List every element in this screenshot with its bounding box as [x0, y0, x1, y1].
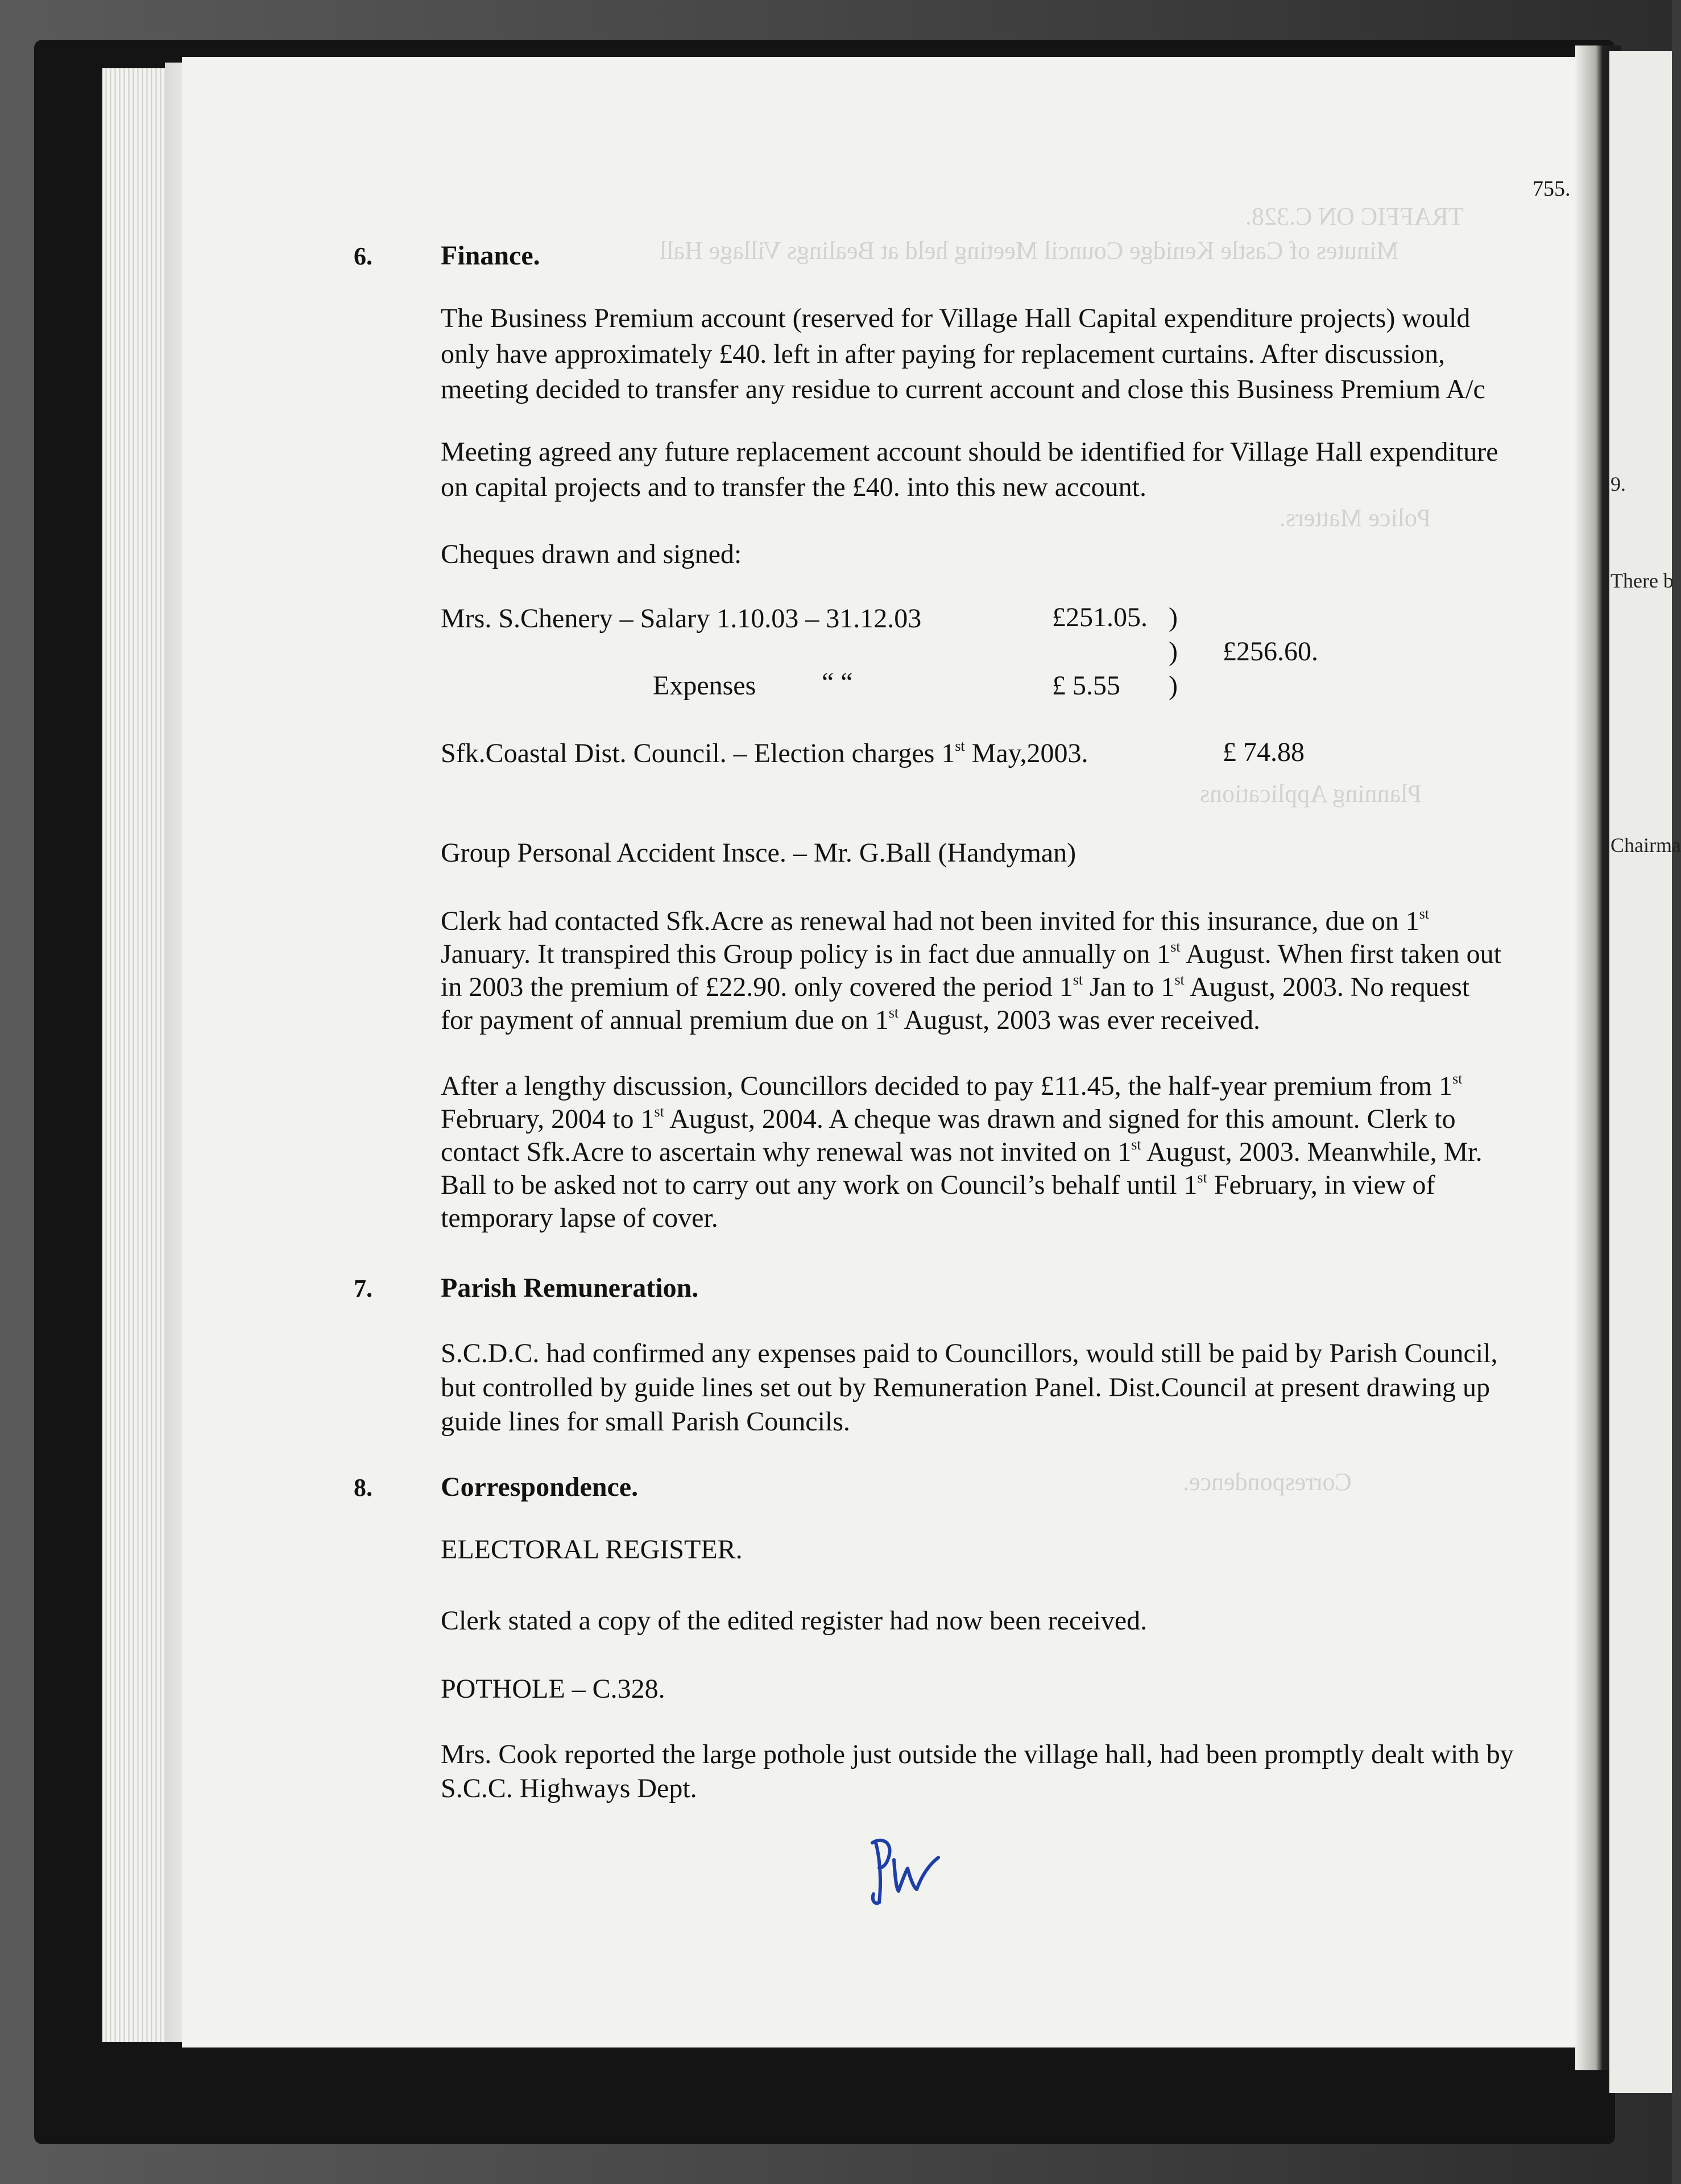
expenses-label: Expenses	[653, 671, 756, 701]
paragraph-line: The Business Premium account (reserved for Village Hall Capital expenditure projects) would	[441, 303, 1471, 333]
paragraph-line: After a lengthy discussion, Councillors decided to pay £11.45, the half-year premium from 1st	[441, 1070, 1463, 1101]
paragraph-line: for payment of annual premium due on 1st August, 2003 was ever received.	[441, 1004, 1260, 1035]
election-amount: £ 74.88	[1223, 737, 1305, 767]
paragraph-line: February, 2004 to 1st August, 2004. A cheque was drawn and signed for this amount. Clerk to	[441, 1103, 1456, 1134]
salary-amount: £251.05.	[1052, 602, 1148, 632]
paragraph-line: S.C.D.C. had confirmed any expenses paid to Councillors, would still be paid by Parish Council,	[441, 1338, 1498, 1368]
paragraph-line: Clerk had contacted Sfk.Acre as renewal had not been invited for this insurance, due on 1st	[441, 905, 1430, 936]
show-through-text: Planning Applications	[1200, 780, 1422, 808]
section-heading-correspondence: Correspondence.	[441, 1472, 639, 1502]
section-number: 6.	[354, 242, 372, 270]
insurance-heading: Group Personal Accident Insce. – Mr. G.Ball (Handyman)	[441, 838, 1076, 868]
bracket: )	[1169, 636, 1178, 667]
show-through-text: Minutes of Castle Kenidge Council Meeting held at Bealings Village Hall	[660, 237, 1399, 264]
next-page-item-number: 9.	[1610, 473, 1626, 495]
show-through-text: Correspondence.	[1183, 1468, 1352, 1496]
section-number: 8.	[354, 1474, 372, 1502]
paragraph-line: Ball to be asked not to carry out any work on Council’s behalf until 1st February, in view of	[441, 1169, 1435, 1200]
paragraph-line: but controlled by guide lines set out by Remuneration Panel. Dist.Council at present drawing up	[441, 1372, 1490, 1403]
paragraph-line: contact Sfk.Acre to ascertain why renewal was not invited on 1st August, 2003. Meanwhile, Mr.	[441, 1136, 1483, 1167]
subheading-pothole: POTHOLE – C.328.	[441, 1674, 665, 1704]
paragraph-line: Mrs. Cook reported the large pothole just outside the village hall, had been promptly dealt with by	[441, 1739, 1514, 1769]
cheque-payee-election: Sfk.Coastal Dist. Council. – Election charges 1st May,2003.	[441, 738, 1088, 768]
cheque-total: £256.60.	[1223, 636, 1318, 667]
paragraph-line: only have approximately £40. left in after paying for replacement curtains. After discussion,	[441, 339, 1446, 369]
page-edges	[102, 68, 171, 2042]
next-page	[1609, 51, 1672, 2093]
paragraph-line: meeting decided to transfer any residue to current account and close this Business Premium A/c	[441, 374, 1485, 404]
paragraph-line: guide lines for small Parish Councils.	[441, 1407, 850, 1437]
cheque-payee: Mrs. S.Chenery – Salary 1.10.03 – 31.12.03	[441, 603, 922, 634]
paragraph-line: January. It transpired this Group policy is in fact due annually on 1st August. When first taken out	[441, 938, 1501, 969]
bracket: )	[1169, 602, 1178, 632]
section-number: 7.	[354, 1275, 372, 1302]
section-heading-remuneration: Parish Remuneration.	[441, 1273, 699, 1303]
page-number: 755.	[1533, 177, 1571, 201]
ditto-marks: “ “	[822, 667, 853, 697]
bracket: )	[1169, 671, 1178, 701]
show-through-text: TRAFFIC ON C.328.	[1245, 202, 1464, 230]
paragraph-line: temporary lapse of cover.	[441, 1203, 718, 1233]
section-heading-finance: Finance.	[441, 241, 540, 271]
show-through-text: Police Matters.	[1280, 504, 1431, 532]
subheading-electoral-register: ELECTORAL REGISTER.	[441, 1534, 743, 1565]
next-page-text-line-1: There b	[1610, 569, 1674, 592]
paragraph-line: in 2003 the premium of £22.90. only covered the period 1st Jan to 1st August, 2003. No request	[441, 971, 1470, 1002]
paragraph-line: Clerk stated a copy of the edited register had now been received.	[441, 1606, 1148, 1636]
handwritten-initials-signature-icon	[864, 1820, 967, 1911]
expenses-amount: £ 5.55	[1052, 671, 1120, 701]
cheques-label: Cheques drawn and signed:	[441, 539, 742, 569]
next-page-text-line-2: Chairma	[1610, 834, 1681, 857]
paragraph-line: Meeting agreed any future replacement account should be identified for Village Hall expenditure	[441, 437, 1498, 467]
paragraph-line: S.C.C. Highways Dept.	[441, 1773, 697, 1804]
paragraph-line: on capital projects and to transfer the £40. into this new account.	[441, 472, 1146, 502]
